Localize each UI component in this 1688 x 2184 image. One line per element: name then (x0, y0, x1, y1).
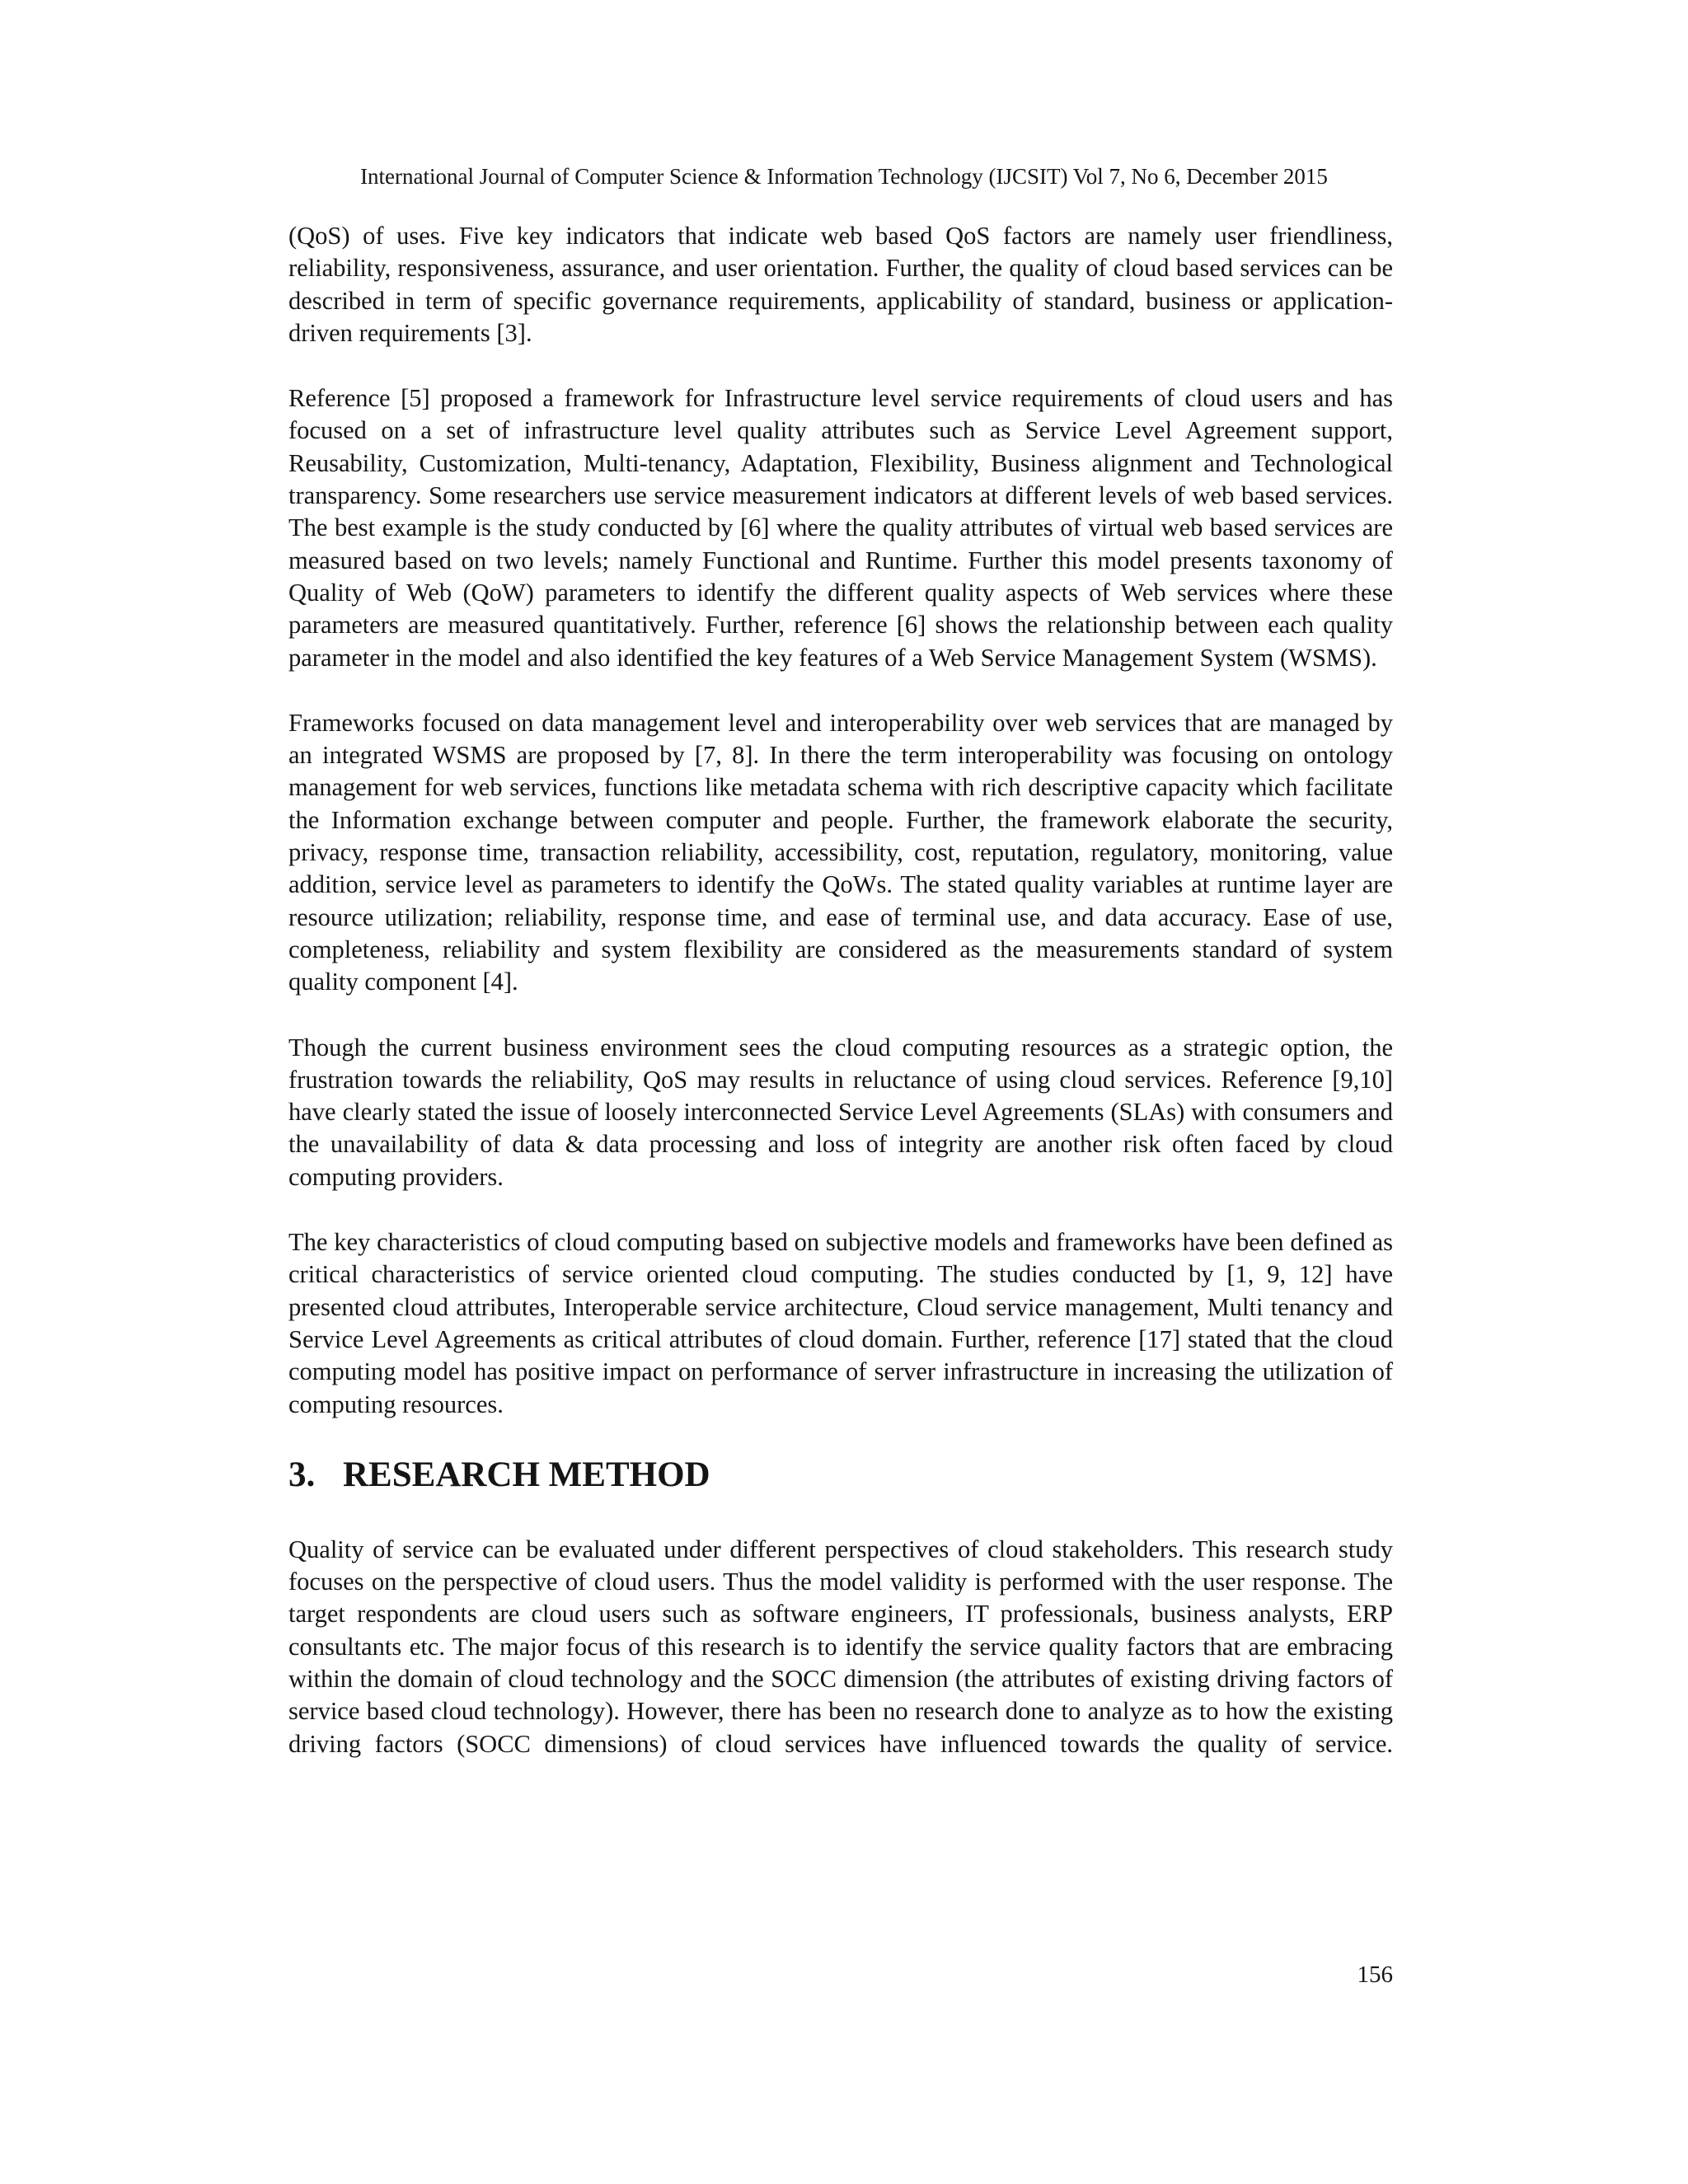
journal-header-text: International Journal of Computer Science & Information Technology (IJCSIT) Vol 7, No 6, December 2015 (360, 164, 1328, 189)
page-body (288, 220, 1393, 1760)
paragraph-business-environment: Though the current business environment sees the cloud computing resources as a strategic option, the frustration towards the reliability, QoS may results in reluctance of using cloud services. Reference [9,10] have clearly stated the issue of loosely interconnected Service Level Agreements (SLAs) with consumers and the unavailability of data & data processing and loss of integrity are another risk often faced by cloud computing providers. (288, 1033, 1393, 1191)
section-heading (288, 1454, 1393, 1497)
paragraph-data-management-frameworks: Frameworks focused on data management level and interoperability over web services that are managed by an integrated WSMS are proposed by [7, 8]. In there the term interoperability was focusing on ontology management for web services, functions like metadata schema with rich descriptive capacity which facilitate the Information exchange between computer and people. Further, the framework elaborate the security, privacy, response time, transaction reliability, accessibility, cost, reputation, regulatory, monitoring, value addition, service level as parameters to identify the QoWs. The stated quality variables at runtime layer are resource utilization; reliability, response time, and ease of terminal use, and data accuracy. Ease of use, completeness, reliability and system flexibility are considered as the measurements standard of system quality component [4]. (288, 708, 1393, 996)
paragraph-qos-indicators: (QoS) of uses. Five key indicators that indicate web based QoS factors are namely user friendliness, reliability, responsiveness, assurance, and user orientation. Further, the quality of cloud based services can be described in term of specific governance requirements, applicability of standard, business or application-driven requirements [3]. (288, 222, 1393, 347)
page-number: 156 (1357, 1961, 1393, 1988)
section-title: RESEARCH METHOD (343, 1455, 710, 1494)
paragraph-research-method: Quality of service can be evaluated under different perspectives of cloud stakeholders. This research study focuses on the perspective of cloud users. Thus the model validity is performed with the user response. The target respondents are cloud users such as software engineers, IT professionals, business analysts, ERP consultants etc. The major focus of this research is to identify the service quality factors that are embracing within the domain of cloud technology and the SOCC dimension (the attributes of existing driving factors of service based cloud technology). However, there has been no research done to analyze as to how the existing driving factors (SOCC dimensions) of cloud services have influenced towards the quality of service. (288, 1535, 1393, 1758)
paragraph-infrastructure-framework: Reference [5] proposed a framework for Infrastructure level service requirements of cloud users and has focused on a set of infrastructure level quality attributes such as Service Level Agreement support, Reusability, Customization, Multi-tenancy, Adaptation, Flexibility, Business alignment and Technological transparency. Some researchers use service measurement indicators at different levels of web based services. The best example is the study conducted by [6] where the quality attributes of virtual web based services are measured based on two levels; namely Functional and Runtime. Further this model presents taxonomy of Quality of Web (QoW) parameters to identify the different quality aspects of Web services where these parameters are measured quantitatively. Further, reference [6] shows the relationship between each quality parameter in the model and also identified the key features of a Web Service Management System (WSMS). (288, 384, 1393, 672)
journal-header (0, 162, 1688, 191)
section-number: 3. (288, 1455, 316, 1494)
paragraph-key-characteristics: The key characteristics of cloud computing based on subjective models and frameworks have been defined as critical characteristics of service oriented cloud computing. The studies conducted by [1, 9, 12] have presented cloud attributes, Interoperable service architecture, Cloud service management, Multi tenancy and Service Level Agreements as critical attributes of cloud domain. Further, reference [17] stated that the cloud computing model has positive impact on performance of server infrastructure in increasing the utilization of computing resources. (288, 1228, 1393, 1418)
